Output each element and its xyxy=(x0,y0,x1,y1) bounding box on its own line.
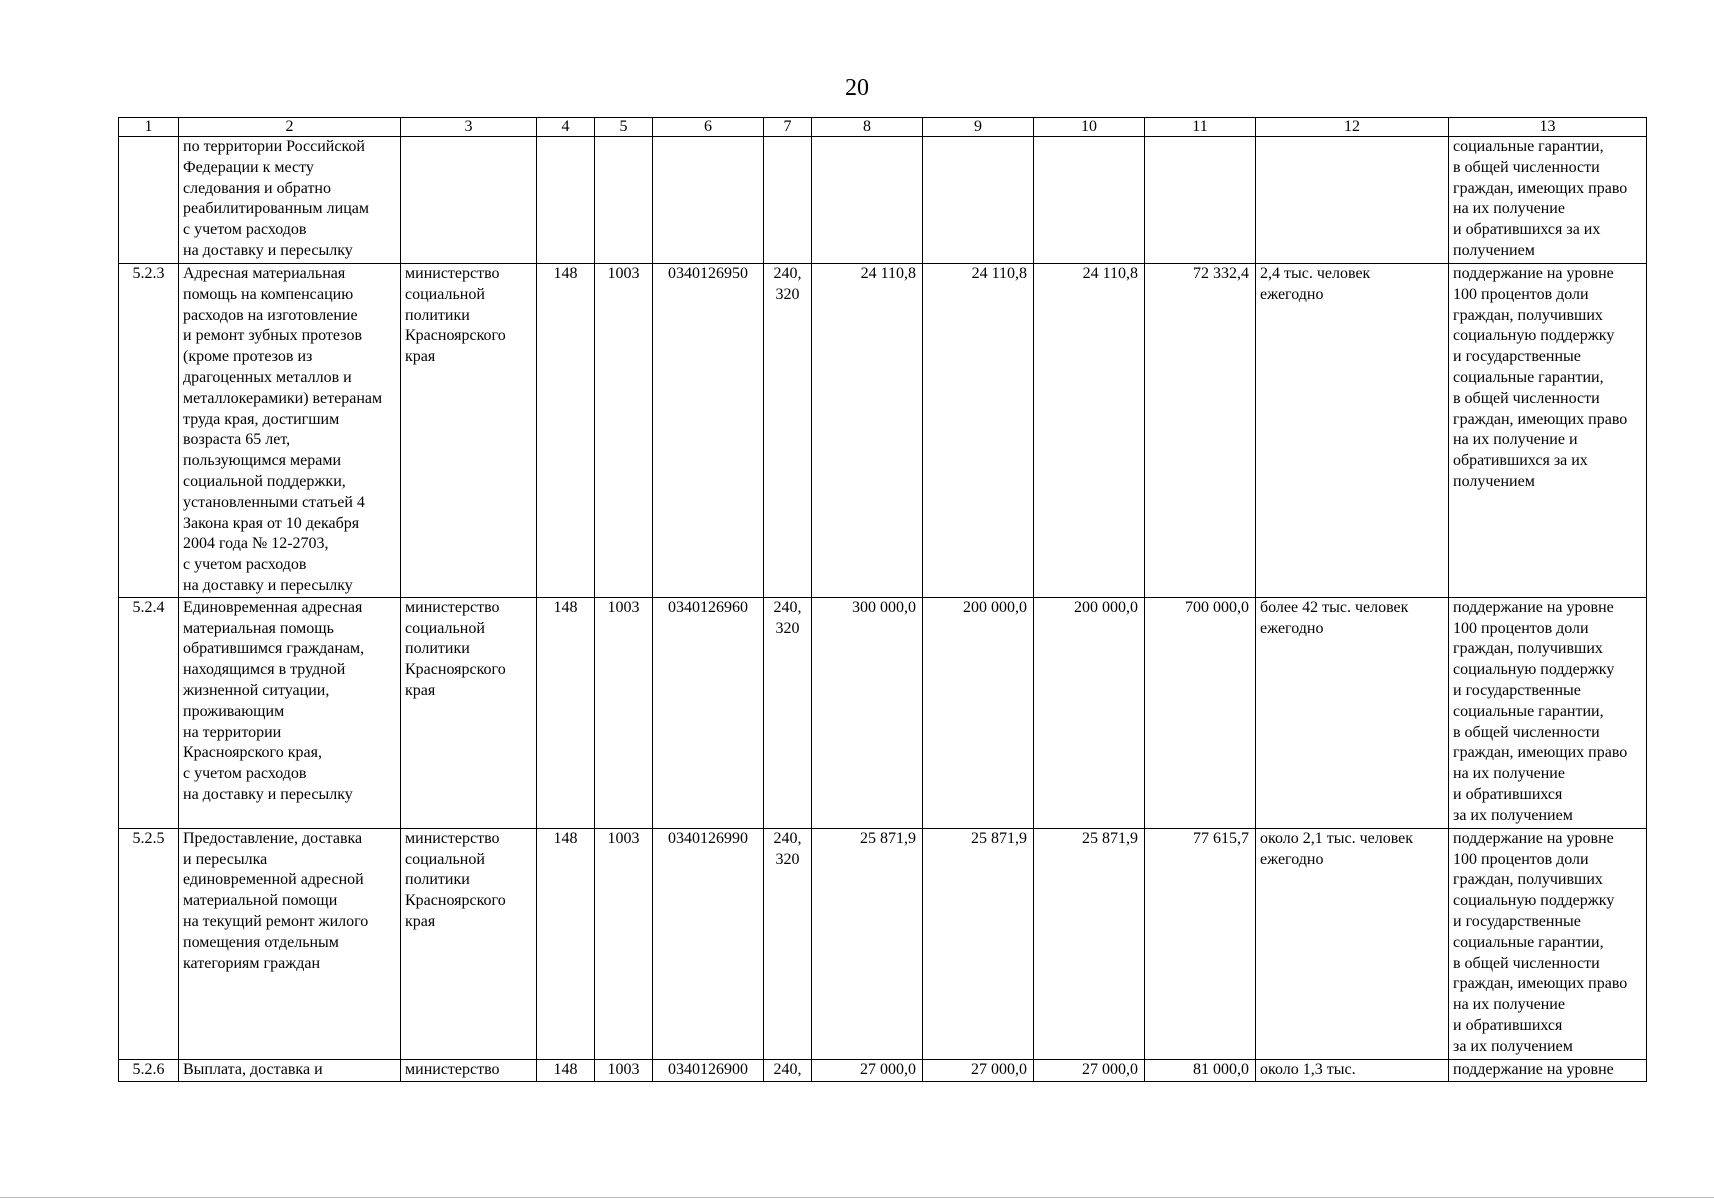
expense-type-code: 240, 320 xyxy=(764,264,812,598)
measure-name: Единовременная адресная материальная помощь обратившимся гражданам, находящимся в трудной жизненной ситуации, проживающим на территории Красноярского края, с учетом расходов на доставку и пересылку xyxy=(179,597,401,828)
column-number-header: 12 xyxy=(1256,118,1449,137)
executor: министерство социальной политики Красноярского края xyxy=(401,597,537,828)
measure-name: Предоставление, доставка и пересылка единовременной адресной материальной помощи на текущий ремонт жилого помещения отдельным категориям граждан xyxy=(179,828,401,1059)
target-article-code: 0340126950 xyxy=(653,264,764,598)
amount-year-1: 25 871,9 xyxy=(812,828,923,1059)
expense-type-code xyxy=(764,137,812,264)
column-number-header: 13 xyxy=(1449,118,1647,137)
scan-edge-line xyxy=(0,1197,1714,1198)
grbs-code: 148 xyxy=(537,828,595,1059)
grbs-code: 148 xyxy=(537,597,595,828)
executor: министерство социальной политики Красноярского края xyxy=(401,828,537,1059)
grbs-code: 148 xyxy=(537,264,595,598)
item-number xyxy=(119,137,179,264)
expense-type-code: 240, 320 xyxy=(764,828,812,1059)
amount-year-3: 24 110,8 xyxy=(1034,264,1145,598)
column-number-header: 3 xyxy=(401,118,537,137)
column-number-header: 10 xyxy=(1034,118,1145,137)
expected-result: 2,4 тыс. человек ежегодно xyxy=(1256,264,1449,598)
section-code: 1003 xyxy=(595,264,653,598)
amount-year-1: 24 110,8 xyxy=(812,264,923,598)
measure-name: Адресная материальная помощь на компенсацию расходов на изготовление и ремонт зубных протезов (кроме протезов из драгоценных металлов и металлокерамики) ветеранам труда края, достигшим возраста 65 лет, пользующимся мерами социальной поддержки, установленными статьей 4 Закона края от 10 декабря 2004 года № 12-2703, с учетом расходов на доставку и пересылку xyxy=(179,264,401,598)
table-row xyxy=(119,828,1647,1059)
amount-year-2: 27 000,0 xyxy=(923,1059,1034,1081)
amount-year-1: 27 000,0 xyxy=(812,1059,923,1081)
amount-year-3 xyxy=(1034,137,1145,264)
measure-name: по территории Российской Федерации к месту следования и обратно реабилитированным лицам с учетом расходов на доставку и пересылку xyxy=(179,137,401,264)
section-code: 1003 xyxy=(595,1059,653,1081)
target-indicator: поддержание на уровне 100 процентов доли граждан, получивших социальную поддержку и государственные социальные гарантии, в общей численности граждан, имеющих право на их получение и обратившихся за их получением xyxy=(1449,597,1647,828)
amount-year-3: 200 000,0 xyxy=(1034,597,1145,828)
target-article-code: 0340126960 xyxy=(653,597,764,828)
column-number-header: 11 xyxy=(1145,118,1256,137)
expected-result xyxy=(1256,137,1449,264)
item-number: 5.2.3 xyxy=(119,264,179,598)
amount-year-3: 25 871,9 xyxy=(1034,828,1145,1059)
column-number-header: 2 xyxy=(179,118,401,137)
target-indicator: поддержание на уровне 100 процентов доли граждан, получивших социальную поддержку и государственные социальные гарантии, в общей численности граждан, имеющих право на их получение и обратившихся за их получением xyxy=(1449,828,1647,1059)
expense-type-code: 240, 320 xyxy=(764,597,812,828)
section-code: 1003 xyxy=(595,828,653,1059)
column-number-header: 4 xyxy=(537,118,595,137)
expense-type-code: 240, xyxy=(764,1059,812,1081)
target-article-code xyxy=(653,137,764,264)
grbs-code: 148 xyxy=(537,1059,595,1081)
amount-year-2 xyxy=(923,137,1034,264)
table-row xyxy=(119,137,1647,264)
item-number: 5.2.6 xyxy=(119,1059,179,1081)
amount-year-2: 200 000,0 xyxy=(923,597,1034,828)
section-code: 1003 xyxy=(595,597,653,828)
amount-year-3: 27 000,0 xyxy=(1034,1059,1145,1081)
target-indicator: поддержание на уровне xyxy=(1449,1059,1647,1081)
amount-year-1: 300 000,0 xyxy=(812,597,923,828)
target-indicator: социальные гарантии, в общей численности граждан, имеющих право на их получение и обратившихся за их получением xyxy=(1449,137,1647,264)
column-number-header: 5 xyxy=(595,118,653,137)
column-number-header: 1 xyxy=(119,118,179,137)
page-number: 20 xyxy=(845,75,869,101)
column-number-header: 7 xyxy=(764,118,812,137)
amount-year-2: 24 110,8 xyxy=(923,264,1034,598)
executor xyxy=(401,137,537,264)
program-measures-table xyxy=(118,117,1647,1082)
amount-total: 77 615,7 xyxy=(1145,828,1256,1059)
amount-total: 700 000,0 xyxy=(1145,597,1256,828)
table-row xyxy=(119,597,1647,828)
target-article-code: 0340126900 xyxy=(653,1059,764,1081)
expected-result: более 42 тыс. человек ежегодно xyxy=(1256,597,1449,828)
amount-total: 72 332,4 xyxy=(1145,264,1256,598)
column-number-header: 9 xyxy=(923,118,1034,137)
table-row xyxy=(119,1059,1647,1081)
column-numbers-row xyxy=(119,118,1647,137)
grbs-code xyxy=(537,137,595,264)
amount-year-1 xyxy=(812,137,923,264)
amount-year-2: 25 871,9 xyxy=(923,828,1034,1059)
table-row xyxy=(119,264,1647,598)
section-code xyxy=(595,137,653,264)
executor: министерство социальной политики Красноярского края xyxy=(401,264,537,598)
executor: министерство xyxy=(401,1059,537,1081)
measure-name: Выплата, доставка и xyxy=(179,1059,401,1081)
amount-total: 81 000,0 xyxy=(1145,1059,1256,1081)
column-number-header: 8 xyxy=(812,118,923,137)
amount-total xyxy=(1145,137,1256,264)
target-indicator: поддержание на уровне 100 процентов доли граждан, получивших социальную поддержку и государственные социальные гарантии, в общей численности граждан, имеющих право на их получение и обратившихся за их получением xyxy=(1449,264,1647,598)
expected-result: около 1,3 тыс. xyxy=(1256,1059,1449,1081)
target-article-code: 0340126990 xyxy=(653,828,764,1059)
column-number-header: 6 xyxy=(653,118,764,137)
item-number: 5.2.4 xyxy=(119,597,179,828)
item-number: 5.2.5 xyxy=(119,828,179,1059)
expected-result: около 2,1 тыс. человек ежегодно xyxy=(1256,828,1449,1059)
